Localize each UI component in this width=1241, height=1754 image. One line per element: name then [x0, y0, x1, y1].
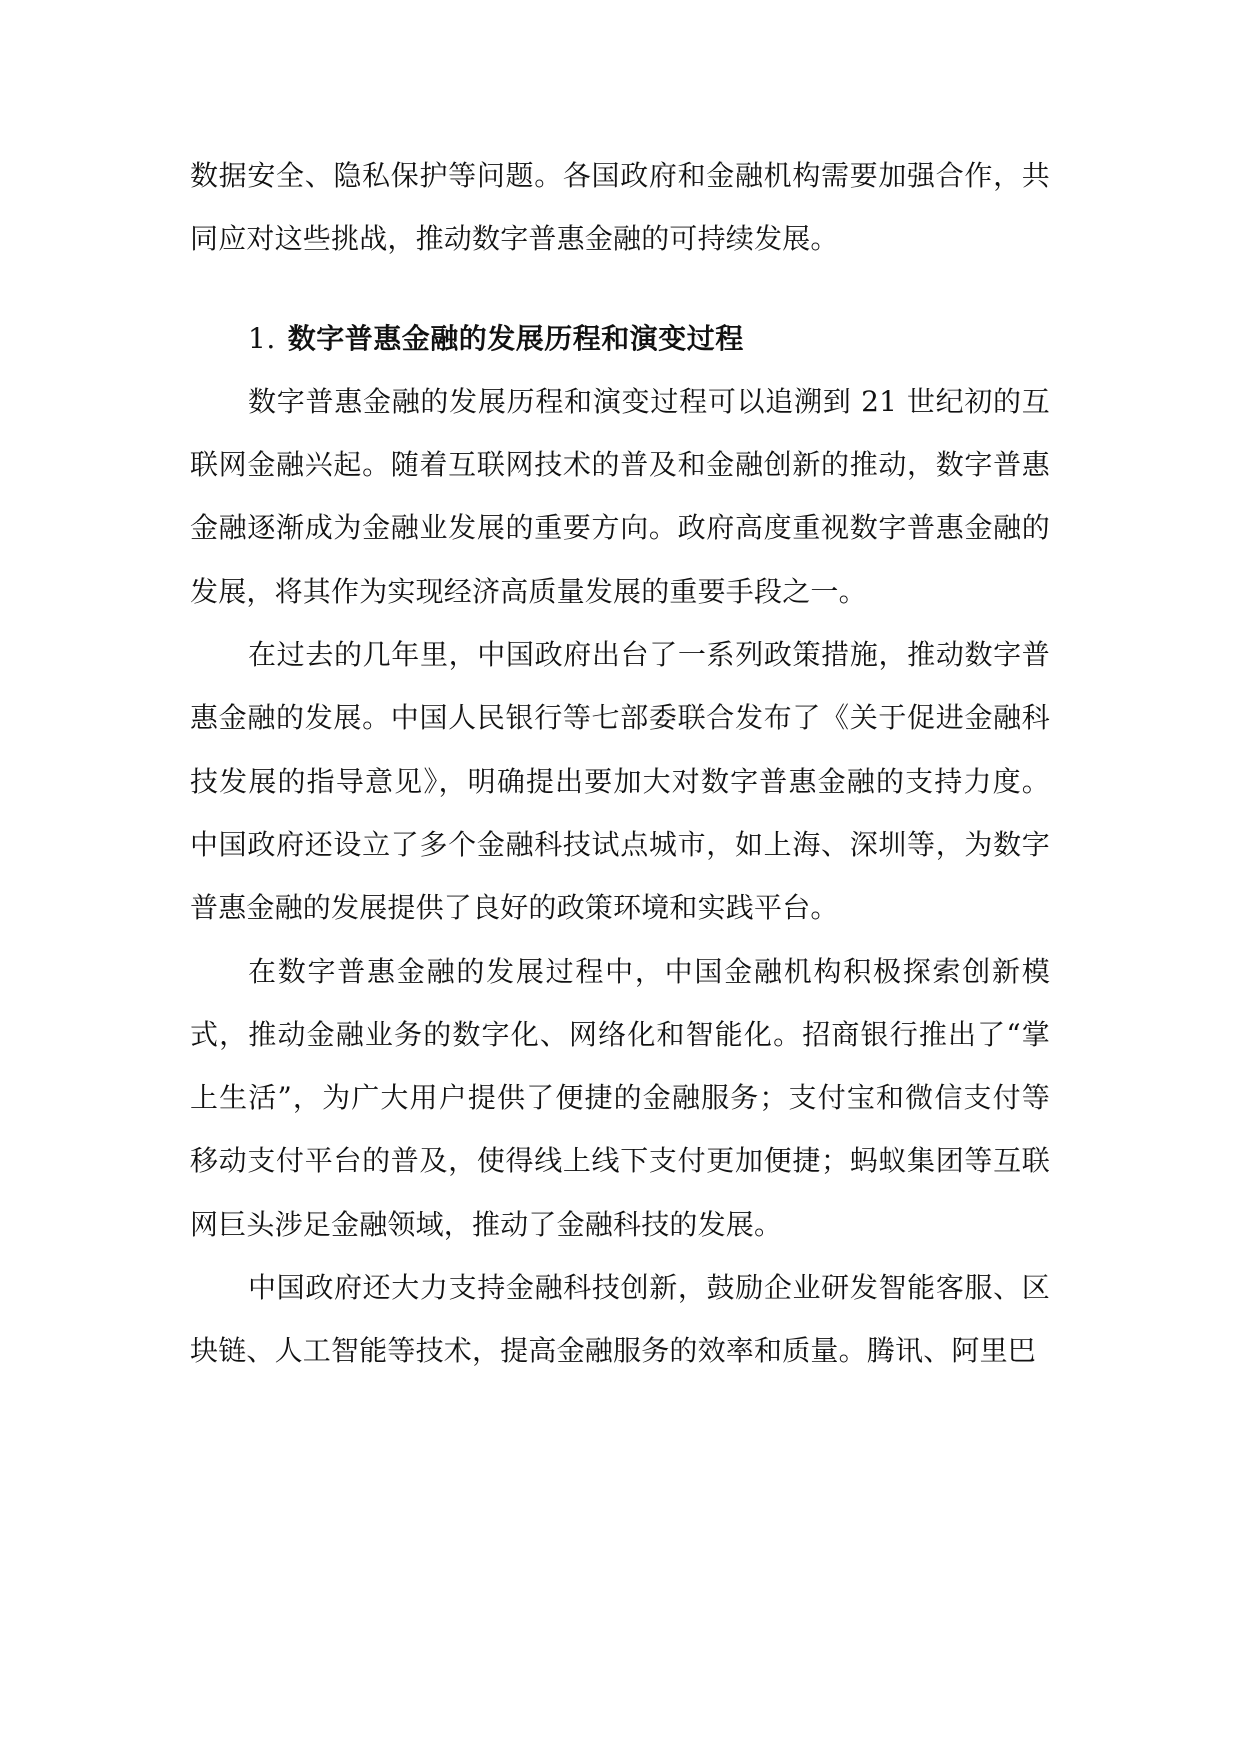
paragraph-continued: 数据安全、隐私保护等问题。各国政府和金融机构需要加强合作，共同应对这些挑战，推动数字普惠金融的可持续发展。 — [190, 159, 1050, 256]
section-number: 1. — [248, 321, 276, 355]
document-body — [190, 144, 1050, 1383]
paragraph: 数字普惠金融的发展历程和演变过程可以追溯到 21 世纪初的互联网金融兴起。随着互联网技术的普及和金融创新的推动，数字普惠金融逐渐成为金融业发展的重要方向。政府高度重视数字普惠金融的发展，将其作为实现经济高质量发展的重要手段之一。 — [190, 384, 1050, 608]
paragraph: 中国政府还大力支持金融科技创新，鼓励企业研发智能客服、区块链、人工智能等技术，提高金融服务的效率和质量。腾讯、阿里巴 — [190, 1271, 1050, 1368]
paragraph: 在过去的几年里，中国政府出台了一系列政策措施，推动数字普惠金融的发展。中国人民银行等七部委联合发布了《关于促进金融科技发展的指导意见》，明确提出要加大对数字普惠金融的支持力度。中国政府还设立了多个金融科技试点城市，如上海、深圳等，为数字普惠金融的发展提供了良好的政策环境和实践平台。 — [190, 638, 1050, 925]
paragraph: 在数字普惠金融的发展过程中，中国金融机构积极探索创新模式，推动金融业务的数字化、网络化和智能化。招商银行推出了“掌上生活”，为广大用户提供了便捷的金融服务；支付宝和微信支付等移动支付平台的普及，使得线上线下支付更加便捷；蚂蚁集团等互联网巨头涉足金融领域，推动了金融科技的发展。 — [190, 954, 1050, 1241]
section-title: 数字普惠金融的发展历程和演变过程 — [287, 321, 744, 355]
section-heading — [190, 307, 1050, 370]
